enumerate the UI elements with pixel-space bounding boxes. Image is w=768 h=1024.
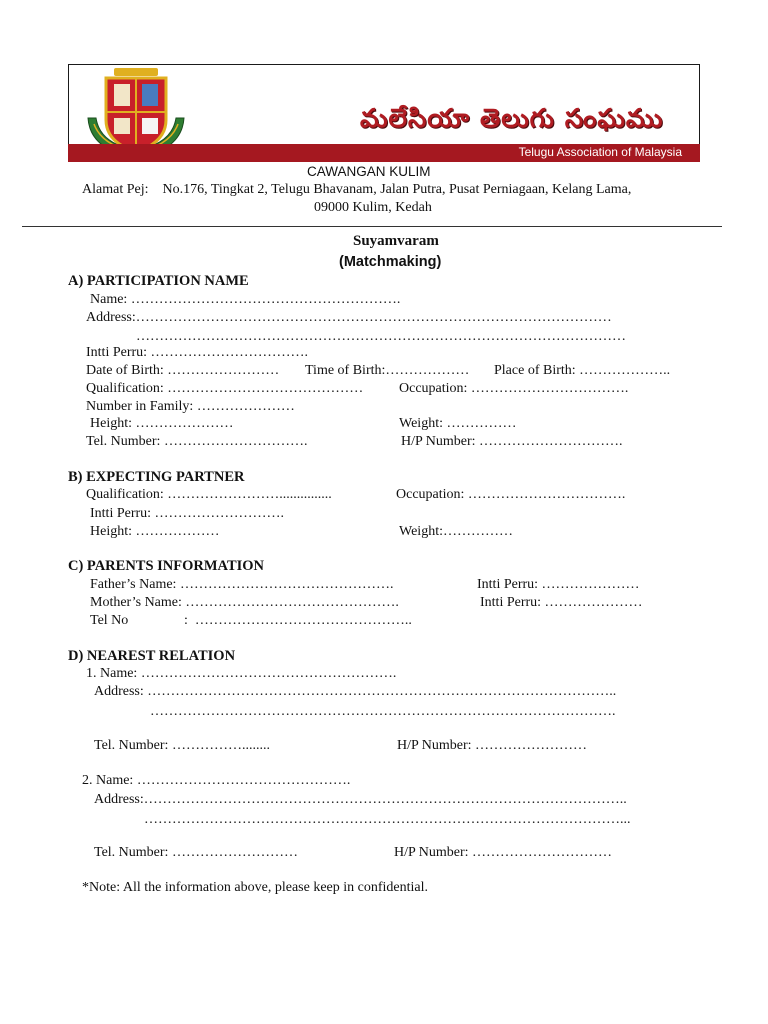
relation-2-address-continuation: …………………………………………………………………………………………...: [144, 812, 631, 827]
section-a-heading: A) PARTICIPATION NAME: [68, 273, 249, 289]
section-b-heading: B) EXPECTING PARTNER: [68, 469, 245, 485]
time-of-birth-field: Time of Birth:………………: [305, 363, 470, 378]
parents-tel-field: : ………………………………………..: [184, 613, 412, 628]
participant-tel-field: Tel. Number: ………………………….: [86, 434, 308, 449]
relation-1-hp-field: H/P Number: ……………………: [397, 738, 588, 753]
relation-2-address-field: Address:…………………………………………………………………………………………..: [94, 792, 627, 807]
confidentiality-note: *Note: All the information above, please keep in confidential.: [82, 880, 429, 895]
father-name-field: Father’s Name: ……………………………………….: [90, 577, 394, 592]
mother-name-field: Mother’s Name: ……………………………………….: [90, 595, 399, 610]
relation-1-address-field: Address: ………………………………………………………………………………………..: [94, 684, 617, 699]
participant-height-field: Height: …………………: [90, 416, 234, 431]
address-line-2: 09000 Kulim, Kedah: [314, 200, 432, 215]
parents-tel-label: Tel No: [90, 613, 129, 628]
partner-intti-perru-field: Intti Perru: ……………………….: [90, 506, 285, 521]
telugu-title-logotype: మలేసియా తెలుగు సంఘము: [360, 104, 664, 134]
partner-weight-field: Weight:……………: [399, 524, 513, 539]
form-title: Suyamvaram: [353, 233, 439, 249]
date-of-birth-field: Date of Birth: ……………………: [86, 363, 280, 378]
participant-address-field: Address:…………………………………………………………………………………………: [86, 310, 612, 325]
association-name-english: Telugu Association of Malaysia: [518, 145, 682, 159]
form-subtitle: (Matchmaking): [339, 254, 442, 270]
relation-1-tel-field: Tel. Number: ……………........: [94, 738, 270, 753]
partner-occupation-field: Occupation: …………………………….: [396, 487, 626, 502]
mother-intti-perru-field: Intti Perru: …………………: [480, 595, 643, 610]
number-in-family-field: Number in Family: …………………: [86, 399, 295, 414]
branch-name: CAWANGAN KULIM: [307, 164, 431, 179]
relation-1-address-continuation: ……………………………………………………………………………………….: [150, 704, 616, 719]
relation-2-tel-field: Tel. Number: ………………………: [94, 845, 298, 860]
section-c-heading: C) PARENTS INFORMATION: [68, 558, 265, 574]
participant-name-field: Name: ………………………………………………….: [90, 292, 401, 307]
partner-height-field: Height: ………………: [90, 524, 220, 539]
relation-2-hp-field: H/P Number: …………………………: [394, 845, 613, 860]
header-divider: [22, 226, 722, 227]
association-name-bar: [68, 144, 700, 162]
participant-weight-field: Weight: ……………: [399, 416, 517, 431]
father-intti-perru-field: Intti Perru: …………………: [477, 577, 640, 592]
relation-1-name-field: 1. Name: ……………………………………………….: [86, 666, 397, 681]
participant-qualification-field: Qualification: ……………………………………: [86, 381, 364, 396]
address-line-1: Alamat Pej: No.176, Tingkat 2, Telugu Bhavanam, Jalan Putra, Pusat Perniagaan, Kelang Lama,: [82, 182, 632, 197]
section-d-heading: D) NEAREST RELATION: [68, 648, 236, 664]
partner-qualification-field: Qualification: ……………………...............: [86, 487, 332, 502]
participant-occupation-field: Occupation: …………………………….: [399, 381, 629, 396]
participant-address-continuation: ……………………………………………………………………………………………: [136, 329, 626, 344]
relation-2-name-field: 2. Name: ……………………………………….: [82, 773, 351, 788]
participant-hp-field: H/P Number: ………………………….: [401, 434, 623, 449]
place-of-birth-field: Place of Birth: ………………..: [494, 363, 671, 378]
participant-intti-perru-field: Intti Perru: …………………………….: [86, 345, 309, 360]
